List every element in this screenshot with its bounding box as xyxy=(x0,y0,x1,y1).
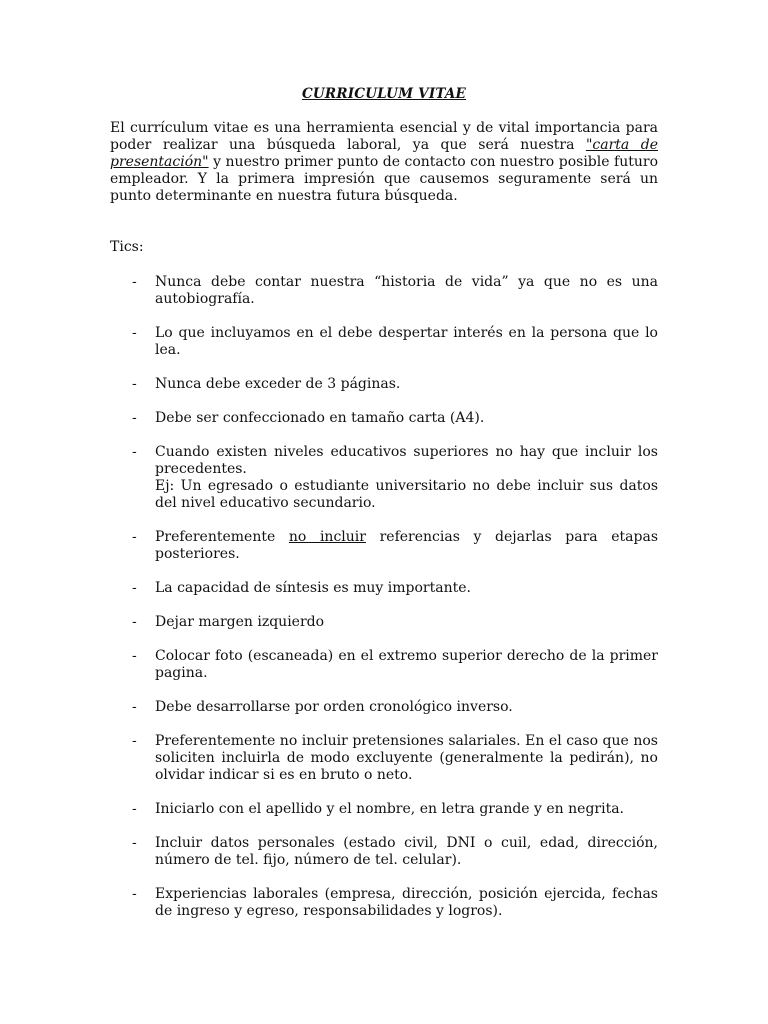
list-item-text: Debe ser confeccionado en tamaño carta (A4). xyxy=(155,410,485,426)
list-item-text: Nunca debe exceder de 3 páginas. xyxy=(155,376,401,392)
list-item-text xyxy=(155,444,658,512)
list-item-text: Iniciarlo con el apellido y el nombre, en letra grande y en negrita. xyxy=(155,801,624,817)
list-item-text: Nunca debe contar nuestra “historia de vida” ya que no es una autobiografía. xyxy=(155,274,658,307)
bullet-dash: - xyxy=(132,325,137,341)
bullet-dash: - xyxy=(132,376,137,392)
list-item-text: Lo que incluyamos en el debe despertar interés en la persona que lo lea. xyxy=(155,325,658,358)
list-item-example: Ej: Un egresado o estudiante universitario no debe incluir sus datos del nivel educativo secundario. xyxy=(155,478,658,511)
intro-emphasis: "carta de presentación" xyxy=(110,137,658,170)
list-item xyxy=(110,801,658,818)
list-item-text: Colocar foto (escaneada) en el extremo superior derecho de la primer pagina. xyxy=(155,648,658,681)
document-title: CURRICULUM VITAE xyxy=(301,86,467,102)
list-item-text: Incluir datos personales (estado civil, DNI o cuil, edad, dirección, número de tel. fijo, número de tel. celular). xyxy=(155,835,658,868)
text-after: referencias y dejarlas para etapas posteriores. xyxy=(155,529,658,562)
list-item xyxy=(110,580,658,597)
bullet-dash: - xyxy=(132,801,137,817)
tics-label: Tics: xyxy=(110,239,144,255)
list-item xyxy=(110,648,658,682)
list-item xyxy=(110,444,658,512)
bullet-dash: - xyxy=(132,410,137,426)
list-item xyxy=(110,614,658,631)
bullet-dash: - xyxy=(132,886,137,902)
bullet-dash: - xyxy=(132,580,137,596)
list-item xyxy=(110,325,658,359)
list-item xyxy=(110,835,658,869)
list-item xyxy=(110,410,658,427)
intro-paragraph xyxy=(110,120,658,205)
bullet-dash: - xyxy=(132,733,137,749)
list-item xyxy=(110,886,658,920)
bullet-dash: - xyxy=(132,274,137,290)
list-item-text: Debe desarrollarse por orden cronológico inverso. xyxy=(155,699,513,715)
text-before: Preferentemente xyxy=(155,529,289,545)
list-item xyxy=(110,529,658,563)
list-item xyxy=(110,699,658,716)
intro-text-end: y nuestro primer punto de contacto con nuestro posible futuro empleador. Y la primera impresión que causemos seguramente será un punto determinante en nuestra futura búsqueda. xyxy=(110,154,658,204)
bullet-dash: - xyxy=(132,699,137,715)
bullet-dash: - xyxy=(132,444,137,460)
list-item xyxy=(110,376,658,393)
bullet-dash: - xyxy=(132,648,137,664)
bullet-dash: - xyxy=(132,835,137,851)
list-item-text xyxy=(155,529,658,563)
list-item-text: Dejar margen izquierdo xyxy=(155,614,325,630)
intro-text-start: El currículum vitae es una herramienta esencial y de vital importancia para poder realizar una búsqueda laboral, ya que será nuestra xyxy=(110,120,658,153)
underlined-text: no incluir xyxy=(288,529,366,545)
bullet-dash: - xyxy=(132,529,137,545)
list-item-text: Preferentemente no incluir pretensiones salariales. En el caso que nos soliciten incluirla de modo excluyente (generalmente la pedirán), no olvidar indicar si es en bruto o neto. xyxy=(155,733,658,783)
list-item-text: Experiencias laborales (empresa, dirección, posición ejercida, fechas de ingreso y egreso, responsabilidades y logros). xyxy=(155,886,658,919)
list-item-main: Cuando existen niveles educativos superiores no hay que incluir los precedentes. xyxy=(155,444,658,477)
list-item xyxy=(110,733,658,784)
tips-list xyxy=(110,274,658,937)
list-item xyxy=(110,274,658,308)
bullet-dash: - xyxy=(132,614,137,630)
list-item-text: La capacidad de síntesis es muy importante. xyxy=(155,580,471,596)
